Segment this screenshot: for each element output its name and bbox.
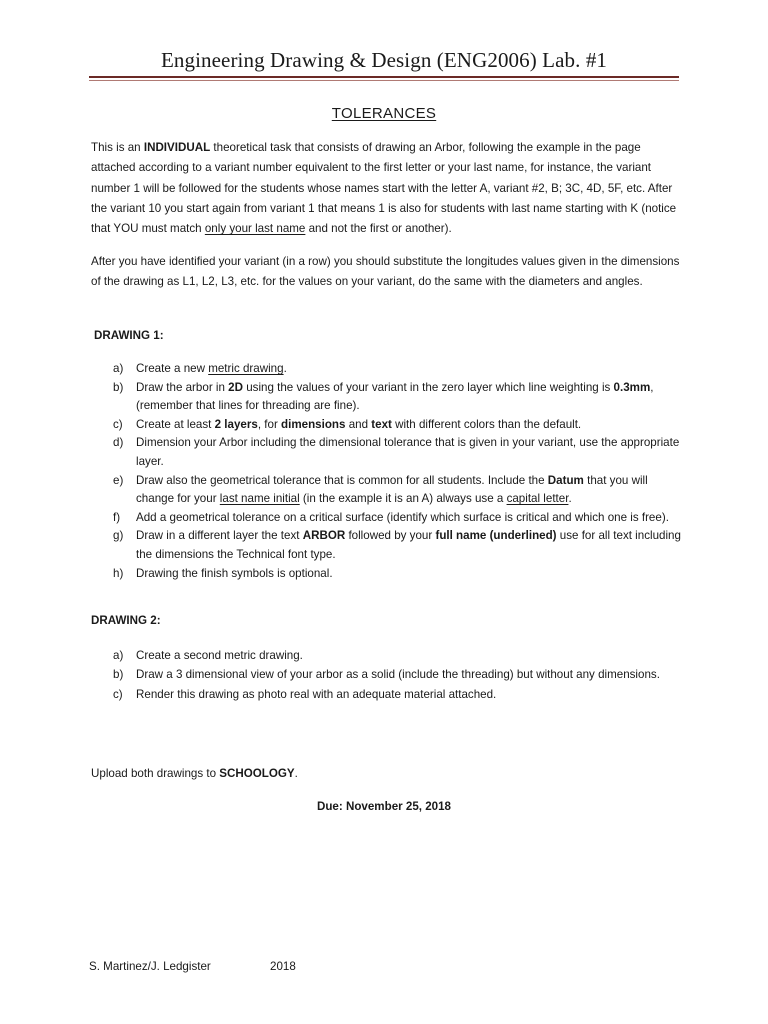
drawing-1-heading: DRAWING 1: — [94, 329, 164, 342]
list-item: f) Add a geometrical tolerance on a critical surface (identify which surface is critical and which one is free). — [113, 510, 669, 524]
list-item: c) Create at least 2 layers, for dimensions and text with different colors than the default. — [113, 417, 582, 431]
list-item: b) Draw a 3 dimensional view of your arbor as a solid (include the threading) but without any dimensions. — [113, 668, 660, 682]
document-title — [0, 105, 768, 122]
page-header: Engineering Drawing & Design (ENG2006) Lab. #1 — [160, 48, 608, 72]
list-item: b) Draw the arbor in 2D using the values of your variant in the zero layer which line weighting is 0.3mm, (remember that lines for threading are fine). — [113, 380, 654, 413]
list-item: a) Create a second metric drawing. — [113, 649, 303, 662]
footer-year: 2018 — [270, 960, 296, 973]
list-item: c) Render this drawing as photo real with an adequate material attached. — [113, 687, 497, 701]
list-item: h) Drawing the finish symbols is optional. — [113, 566, 333, 580]
due-date: Due: November 25, 2018 — [316, 800, 452, 813]
drawing-2-list — [91, 646, 681, 704]
list-item: d) Dimension your Arbor including the dimensional tolerance that is given in your variant, use the appropriate layer. — [113, 436, 680, 468]
variant-paragraph: After you have identified your variant (in a row) you should substitute the longitudes values given in the dimensions of the drawing as L1, L2, L3, etc. for the values on your variant, do the same with the diameters and angles. — [91, 255, 680, 289]
upload-instruction: Upload both drawings to SCHOOLOGY. — [91, 767, 298, 780]
intro-paragraph: This is an INDIVIDUAL theoretical task that consists of drawing an Arbor, following the example in the page attached according to a variant number equivalent to the first letter or your last name, for instance, the variant number 1 will be followed for the students whose names start with the letter A, variant #2, B; 3C, 4D, 5F, etc. After the variant 10 you start again from variant 1 that means 1 is also for students with last name starting with K (notice that YOU must match only your last name and not the first or another). — [91, 141, 677, 236]
document-title-text: TOLERANCES — [331, 105, 437, 122]
drawing-2-heading: DRAWING 2: — [91, 614, 161, 627]
footer-authors: S. Martinez/J. Ledgister — [89, 960, 211, 973]
header-rule — [89, 76, 679, 78]
list-item: g) Draw in a different layer the text ARBOR followed by your full name (underlined) use for all text including the dimensions the Technical font type. — [113, 529, 681, 561]
list-item: a) Create a new metric drawing. — [113, 362, 287, 375]
header-rule-thin — [89, 80, 679, 81]
drawing-1-list — [91, 360, 681, 583]
list-item: e) Draw also the geometrical tolerance that is common for all students. Include the Datum that you will change for your last name initial (in the example it is an A) always use a capital letter. — [113, 473, 648, 506]
